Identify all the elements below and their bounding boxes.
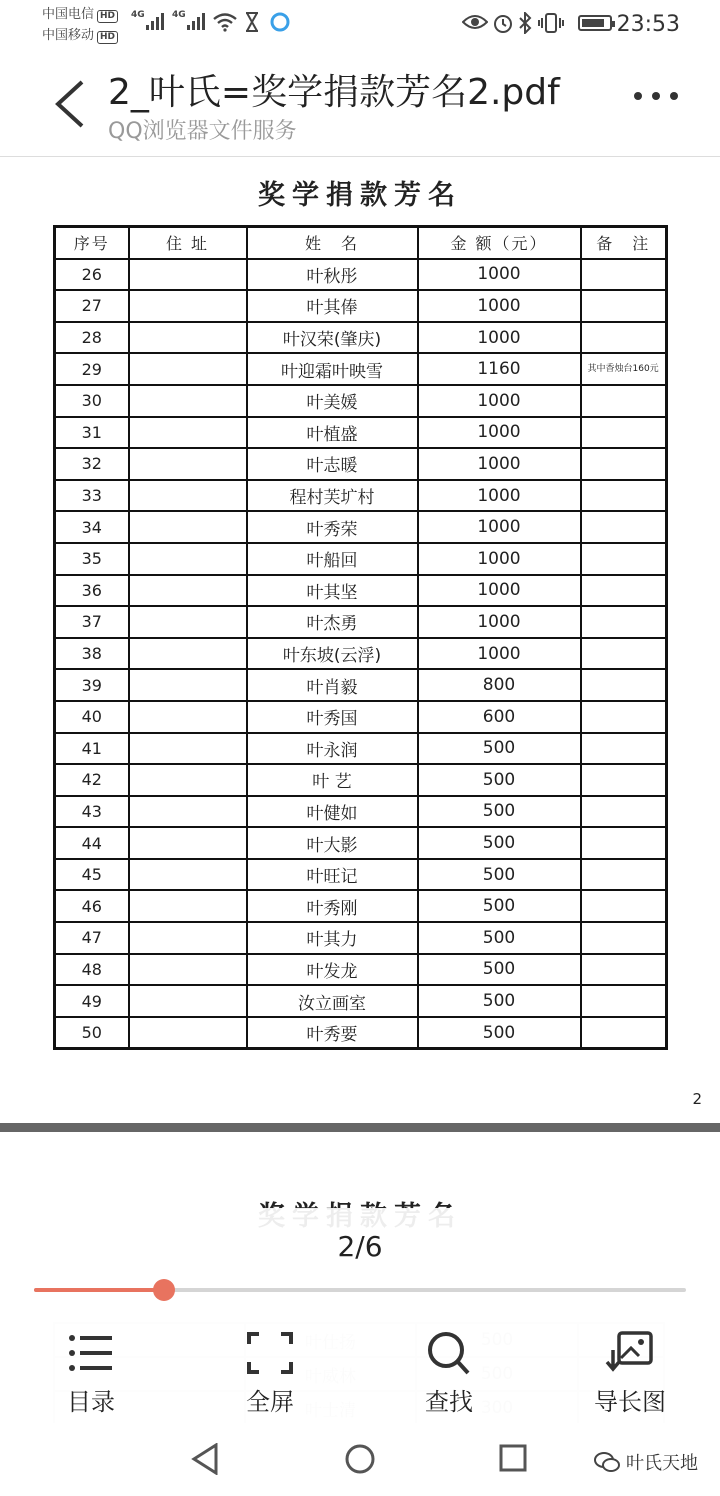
row-amount: 1000 (418, 259, 581, 291)
row-name: 叶大影 (247, 827, 418, 859)
row-amount: 500 (418, 922, 581, 954)
row-number: 28 (55, 322, 129, 354)
row-amount: 1000 (418, 480, 581, 512)
signal-1-icon (146, 12, 164, 30)
page-number: 2 (692, 1090, 702, 1108)
row-name: 叶植盛 (247, 417, 418, 449)
table-row (55, 448, 667, 480)
toc-label: 目录 (67, 1388, 115, 1416)
table-row (55, 1017, 667, 1049)
row-address (129, 859, 247, 891)
table-row (55, 733, 667, 765)
alarm-icon (492, 12, 514, 34)
wechat-icon (594, 1451, 620, 1473)
table-row (55, 701, 667, 733)
row-address (129, 701, 247, 733)
export-long-image-button[interactable] (570, 1330, 690, 1417)
table-row (55, 290, 667, 322)
row-address (129, 890, 247, 922)
row-name: 叶 艺 (247, 764, 418, 796)
network-type-2: 4G (172, 10, 186, 20)
row-name: 叶旺记 (247, 859, 418, 891)
row-amount: 1000 (418, 322, 581, 354)
search-button[interactable] (389, 1330, 509, 1417)
list-icon (66, 1330, 116, 1376)
row-address (129, 764, 247, 796)
table-row (55, 259, 667, 291)
row-note (581, 638, 667, 670)
page-separator (0, 1123, 720, 1132)
row-number: 50 (55, 1017, 129, 1049)
table-row (55, 322, 667, 354)
row-note (581, 859, 667, 891)
row-number: 31 (55, 417, 129, 449)
row-number: 40 (55, 701, 129, 733)
row-note (581, 322, 667, 354)
row-address (129, 259, 247, 291)
table-row (55, 543, 667, 575)
row-number: 49 (55, 985, 129, 1017)
row-note (581, 417, 667, 449)
table-row (55, 796, 667, 828)
page-slider[interactable] (34, 1288, 686, 1292)
table-row (55, 859, 667, 891)
file-subtitle: QQ浏览器文件服务 (108, 119, 297, 144)
row-note (581, 480, 667, 512)
row-note (581, 669, 667, 701)
table-row (55, 606, 667, 638)
row-address (129, 417, 247, 449)
row-amount: 500 (418, 890, 581, 922)
bluetooth-icon (518, 12, 532, 34)
carrier-1 (42, 5, 118, 24)
row-number: 48 (55, 954, 129, 986)
header-bar (0, 50, 720, 157)
row-address (129, 511, 247, 543)
watermark-text: 叶氏天地 (626, 1453, 698, 1474)
carrier-2 (42, 26, 118, 45)
page-indicator: 2/6 (337, 1230, 383, 1263)
row-address (129, 733, 247, 765)
system-nav-bar (0, 1423, 720, 1496)
table-row (55, 890, 667, 922)
status-bar (0, 0, 720, 50)
row-number: 38 (55, 638, 129, 670)
hourglass-icon (244, 12, 260, 32)
row-address (129, 480, 247, 512)
row-address (129, 669, 247, 701)
row-amount: 500 (418, 827, 581, 859)
nav-back-icon[interactable] (190, 1443, 220, 1475)
column-header-address: 住 址 (129, 227, 247, 259)
search-icon (424, 1330, 474, 1376)
row-amount: 800 (418, 669, 581, 701)
row-number: 26 (55, 259, 129, 291)
row-address (129, 290, 247, 322)
row-note (581, 511, 667, 543)
table-row (55, 985, 667, 1017)
carrier-1-label: 中国电信 (42, 7, 95, 22)
row-note (581, 954, 667, 986)
row-address (129, 827, 247, 859)
row-note (581, 890, 667, 922)
row-amount: 600 (418, 701, 581, 733)
row-address (129, 954, 247, 986)
row-address (129, 448, 247, 480)
fullscreen-icon (245, 1330, 295, 1376)
row-address (129, 796, 247, 828)
row-name: 叶健如 (247, 796, 418, 828)
row-name: 叶秀要 (247, 1017, 418, 1049)
row-address (129, 922, 247, 954)
nav-recents-icon[interactable] (498, 1443, 528, 1473)
more-options-icon[interactable] (634, 92, 684, 112)
row-name: 叶秀国 (247, 701, 418, 733)
row-amount: 1160 (418, 353, 581, 385)
page-slider-fill (34, 1288, 164, 1292)
row-name: 叶美媛 (247, 385, 418, 417)
column-header-name: 姓 名 (247, 227, 418, 259)
table-row (55, 480, 667, 512)
row-address (129, 1017, 247, 1049)
row-amount: 1000 (418, 606, 581, 638)
browser-app-icon (270, 12, 290, 32)
row-amount: 500 (418, 985, 581, 1017)
row-address (129, 606, 247, 638)
row-number: 34 (55, 511, 129, 543)
row-note (581, 385, 667, 417)
row-note (581, 764, 667, 796)
table-row (55, 669, 667, 701)
row-number: 29 (55, 353, 129, 385)
column-header-amount: 金 额（元） (418, 227, 581, 259)
table-row (55, 922, 667, 954)
pdf-page[interactable] (0, 157, 720, 1123)
row-note (581, 733, 667, 765)
row-amount: 500 (418, 733, 581, 765)
table-row (55, 827, 667, 859)
row-number: 36 (55, 575, 129, 607)
table-row (55, 385, 667, 417)
row-amount: 1000 (418, 511, 581, 543)
row-amount: 1000 (418, 417, 581, 449)
row-name: 叶船回 (247, 543, 418, 575)
table-row (55, 764, 667, 796)
row-name: 叶汉荣(肇庆) (247, 322, 418, 354)
row-name: 叶杰勇 (247, 606, 418, 638)
row-note (581, 796, 667, 828)
row-number: 42 (55, 764, 129, 796)
row-name: 叶东坡(云浮) (247, 638, 418, 670)
row-amount: 1000 (418, 543, 581, 575)
battery-icon (578, 15, 612, 31)
row-note: 其中香烛台160元 (581, 353, 667, 385)
table-row (55, 417, 667, 449)
table-row (55, 954, 667, 986)
row-amount: 1000 (418, 385, 581, 417)
viewer-controls (0, 1208, 720, 1423)
watermark (594, 1449, 698, 1475)
row-note (581, 543, 667, 575)
wifi-icon (212, 12, 238, 32)
row-number: 35 (55, 543, 129, 575)
row-address (129, 575, 247, 607)
row-note (581, 290, 667, 322)
document-title: 奖学捐款芳名 (258, 180, 462, 211)
row-amount: 500 (418, 954, 581, 986)
row-name: 叶永润 (247, 733, 418, 765)
row-number: 32 (55, 448, 129, 480)
back-icon[interactable] (48, 76, 88, 132)
row-name: 叶秀荣 (247, 511, 418, 543)
row-name: 叶其俸 (247, 290, 418, 322)
row-amount: 500 (418, 764, 581, 796)
row-number: 47 (55, 922, 129, 954)
eye-icon (462, 12, 488, 32)
hd-badge-1: HD (97, 10, 118, 23)
row-amount: 500 (418, 796, 581, 828)
toolbar (0, 1326, 720, 1426)
fullscreen-button[interactable] (210, 1330, 330, 1417)
row-name: 叶其力 (247, 922, 418, 954)
row-name: 汝立画室 (247, 985, 418, 1017)
row-name: 程村芙圹村 (247, 480, 418, 512)
row-name: 叶肖毅 (247, 669, 418, 701)
file-title: 2_叶氏=奖学捐款芳名2.pdf (108, 72, 560, 113)
battery-level (582, 19, 604, 27)
table-row (55, 511, 667, 543)
fullscreen-label: 全屏 (246, 1388, 294, 1416)
row-address (129, 385, 247, 417)
row-number: 41 (55, 733, 129, 765)
page-slider-handle[interactable] (153, 1279, 175, 1301)
row-note (581, 259, 667, 291)
row-number: 46 (55, 890, 129, 922)
row-number: 45 (55, 859, 129, 891)
row-name: 叶迎霜叶映雪 (247, 353, 418, 385)
row-note (581, 448, 667, 480)
row-note (581, 701, 667, 733)
row-name: 叶发龙 (247, 954, 418, 986)
row-address (129, 353, 247, 385)
row-amount: 1000 (418, 638, 581, 670)
toc-button[interactable] (31, 1330, 151, 1417)
row-name: 叶其坚 (247, 575, 418, 607)
signal-2-icon (187, 12, 205, 30)
column-header-number: 序号 (55, 227, 129, 259)
nav-home-icon[interactable] (344, 1443, 376, 1475)
export-image-icon (605, 1330, 655, 1376)
row-address (129, 638, 247, 670)
row-note (581, 606, 667, 638)
table-row (55, 353, 667, 385)
row-name: 叶志暖 (247, 448, 418, 480)
row-note (581, 575, 667, 607)
row-note (581, 985, 667, 1017)
row-number: 33 (55, 480, 129, 512)
row-amount: 1000 (418, 575, 581, 607)
row-amount: 1000 (418, 290, 581, 322)
row-amount: 500 (418, 859, 581, 891)
row-number: 43 (55, 796, 129, 828)
row-amount: 500 (418, 1017, 581, 1049)
export-long-image-label: 导长图 (594, 1388, 666, 1416)
carrier-2-label: 中国移动 (42, 28, 95, 43)
row-name: 叶秀刚 (247, 890, 418, 922)
search-label: 查找 (425, 1388, 473, 1416)
row-address (129, 322, 247, 354)
network-type-1: 4G (131, 10, 145, 20)
row-address (129, 985, 247, 1017)
table-header-row (55, 227, 667, 259)
donation-table (53, 225, 668, 1050)
row-number: 44 (55, 827, 129, 859)
table-row (55, 575, 667, 607)
row-note (581, 1017, 667, 1049)
row-number: 39 (55, 669, 129, 701)
row-number: 27 (55, 290, 129, 322)
table-row (55, 638, 667, 670)
row-number: 30 (55, 385, 129, 417)
hd-badge-2: HD (97, 31, 118, 44)
row-address (129, 543, 247, 575)
row-number: 37 (55, 606, 129, 638)
row-note (581, 827, 667, 859)
vibrate-icon (538, 12, 564, 34)
clock: 23:53 (616, 12, 680, 37)
column-header-note: 备 注 (581, 227, 667, 259)
row-note (581, 922, 667, 954)
row-amount: 1000 (418, 448, 581, 480)
row-name: 叶秋彤 (247, 259, 418, 291)
